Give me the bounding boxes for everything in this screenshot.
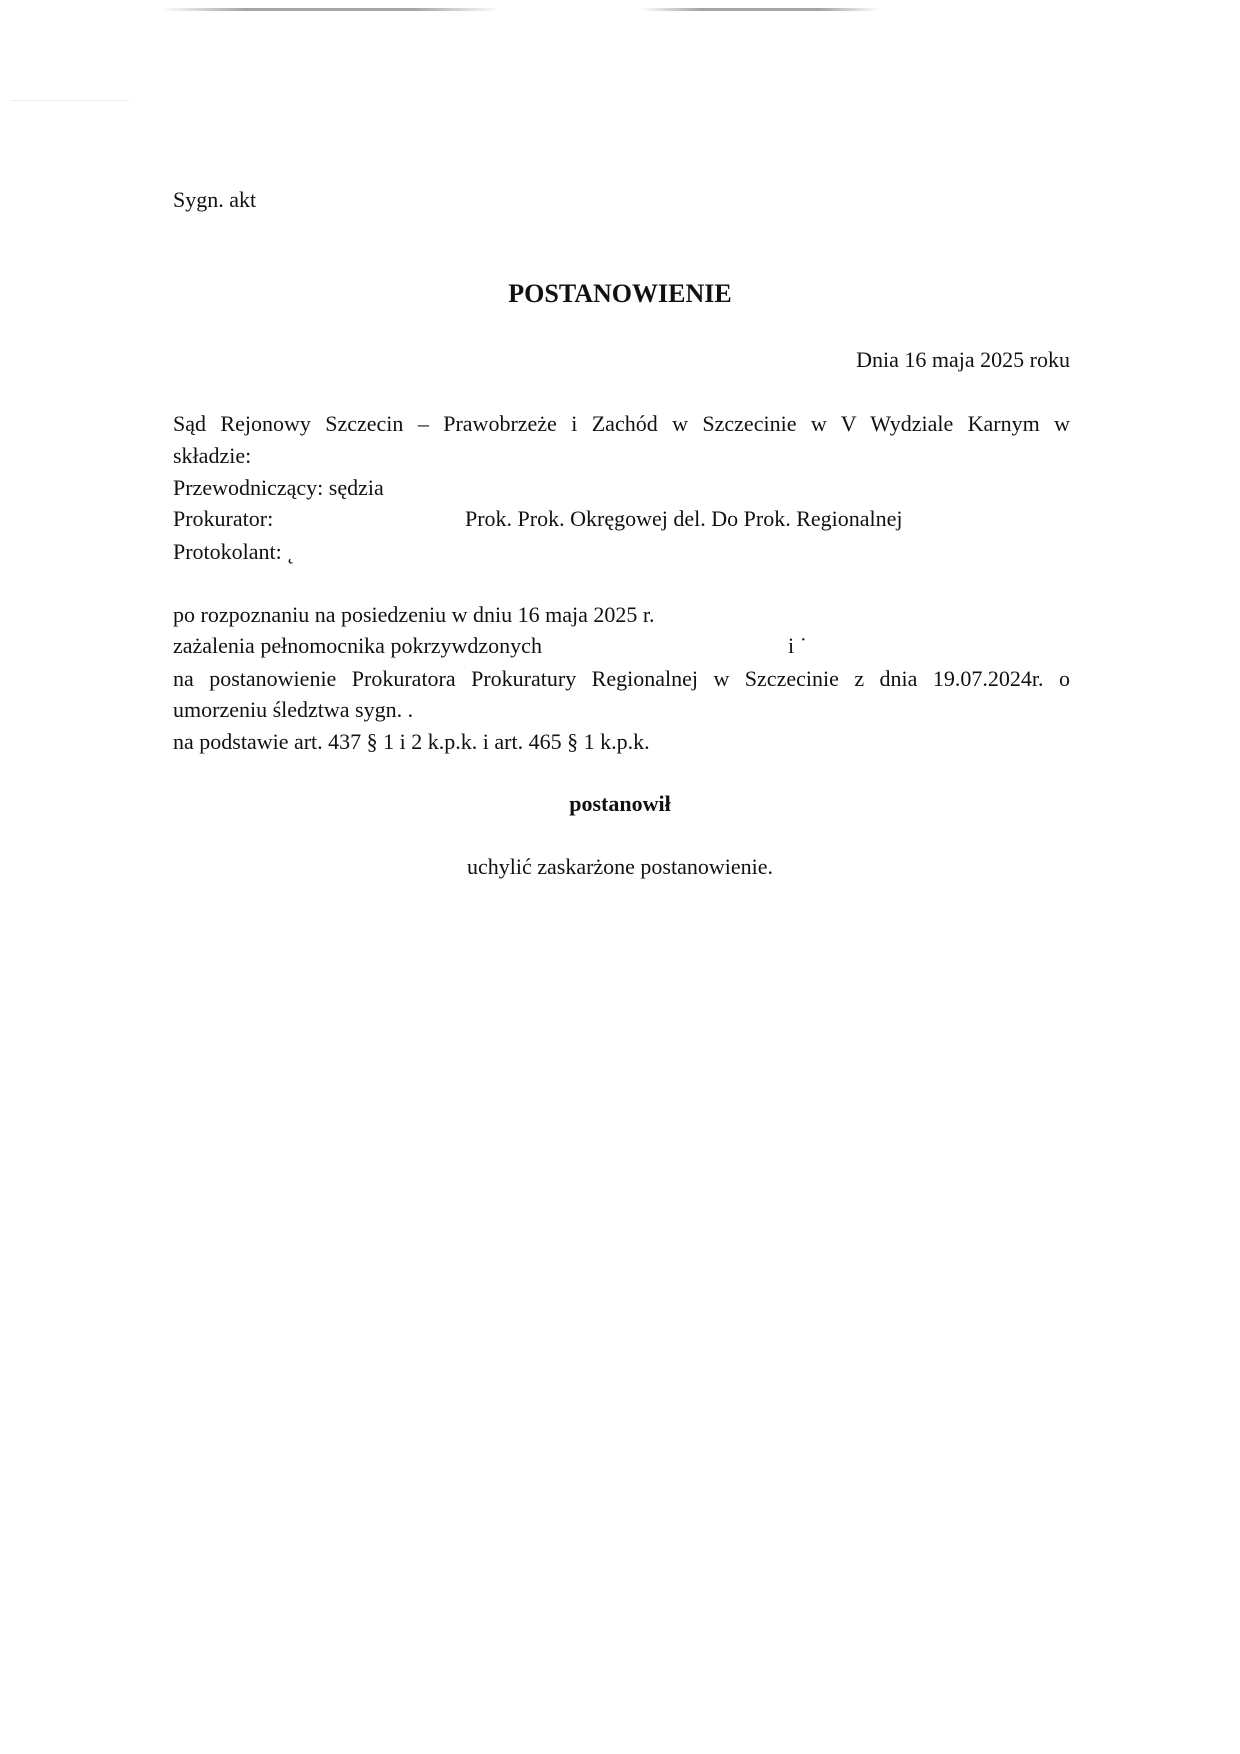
clerk-label: Protokolant: ˛ (173, 539, 295, 564)
proceeding-line: po rozpoznaniu na posiedzeniu w dniu 16 maja 2025 r. (173, 602, 655, 627)
investigation-line: umorzeniu śledztwa sygn. . (173, 697, 414, 722)
decision-text: uchylić zaskarżone postanowienie. (466, 854, 774, 879)
scan-artifact (10, 100, 130, 101)
presiding-judge-label: Przewodniczący: sędzia (173, 475, 384, 500)
prosecutor-value: Prok. Prok. Okręgowej del. Do Prok. Regionalnej (465, 506, 903, 531)
court-line-continued: składzie: (173, 443, 252, 468)
date-line: Dnia 16 maja 2025 roku (856, 347, 1070, 372)
decision-heading: postanowił (569, 791, 671, 816)
court-line: Sąd Rejonowy Szczecin – Prawobrzeże i Zachód w Szczecinie w V Wydziale Karnym w (173, 411, 1070, 436)
complaint-line-tail: i ˙ (788, 633, 807, 658)
scan-artifact (160, 8, 500, 11)
scan-artifact (640, 8, 880, 11)
case-reference-label: Sygn. akt (173, 187, 257, 212)
legal-basis-line: na podstawie art. 437 § 1 i 2 k.p.k. i art. 465 § 1 k.p.k. (173, 729, 650, 754)
document-title: POSTANOWIENIE (508, 279, 732, 308)
complaint-line: zażalenia pełnomocnika pokrzywdzonych (173, 633, 542, 658)
prosecutor-label: Prokurator: (173, 506, 274, 531)
appealed-decision-line: na postanowienie Prokuratora Prokuratury Regionalnej w Szczecinie z dnia 19.07.2024r. o (173, 666, 1070, 691)
